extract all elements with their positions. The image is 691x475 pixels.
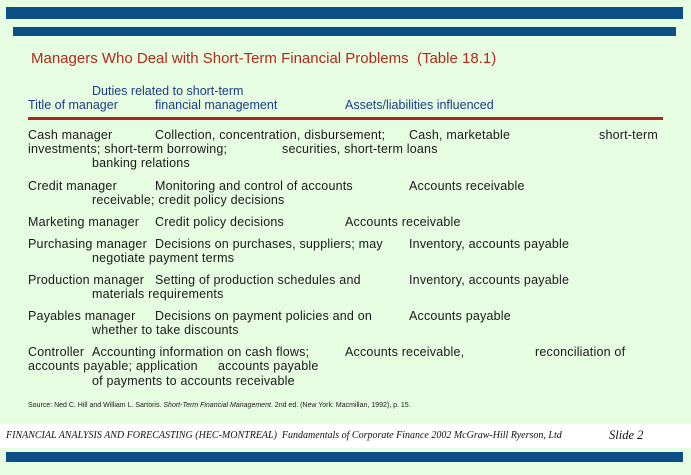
row-assets-cont: short-term [599, 128, 658, 142]
row-duties-cont: accounts payable; application [28, 359, 198, 373]
header-duties-line1: Duties related to short-term [92, 84, 244, 98]
row-duties: Accounting information on cash flows; [92, 345, 310, 359]
row-duties: Monitoring and control of accounts [155, 179, 353, 193]
slide-title: Managers Who Deal with Short-Term Financial Problems (Table 18.1) [31, 50, 497, 67]
row-duties-cont: negotiate payment terms [92, 251, 235, 265]
header-assets-liabilities: Assets/liabilities influenced [345, 98, 494, 112]
row-duties: Decisions on purchases, suppliers; may [155, 237, 383, 251]
row-duties: Credit policy decisions [155, 215, 284, 229]
row-manager: Credit manager [28, 179, 117, 193]
top-accent-bar [13, 27, 676, 36]
row-duties-cont2: of payments to accounts receivable [92, 374, 295, 388]
row-duties-cont: materials requirements [92, 287, 224, 301]
row-manager: Payables manager [28, 309, 136, 323]
slide-number: Slide 2 [609, 428, 644, 442]
row-manager: Marketing manager [28, 215, 140, 229]
row-assets: Accounts receivable [409, 179, 525, 193]
row-duties: Decisions on payment policies and on [155, 309, 373, 323]
row-assets: Cash, marketable [409, 128, 511, 142]
row-duties-cont: investments; short-term borrowing; [28, 142, 228, 156]
row-duties: Setting of production schedules and [155, 273, 361, 287]
row-assets: Accounts payable [409, 309, 511, 323]
row-assets: Accounts receivable, [345, 345, 465, 359]
row-assets-cont2: accounts payable [218, 359, 319, 373]
row-manager: Purchasing manager [28, 237, 147, 251]
row-duties-cont: whether to take discounts [92, 323, 239, 337]
bottom-banner-bar [6, 452, 683, 462]
row-duties-cont2: banking relations [92, 156, 190, 170]
footer-course-text: FINANCIAL ANALYSIS AND FORECASTING (HEC-MONTREAL) Fundamentals of Corporate Finance 2002 McGraw-Hill Ryerson, Ltd [6, 430, 562, 441]
header-divider [28, 117, 663, 120]
row-manager: Cash manager [28, 128, 113, 142]
source-citation: Source: Ned C. Hill and William L. Sartoris. Short-Term Financial Management. 2nd ed. (New York: Macmillan, 1992), p. 15. [28, 402, 411, 409]
row-assets: Inventory, accounts payable [409, 273, 570, 287]
row-assets: Accounts receivable [345, 215, 461, 229]
row-assets-cont2: securities, short-term loans [282, 142, 438, 156]
row-duties: Collection, concentration, disbursement; [155, 128, 386, 142]
row-manager: Controller [28, 345, 85, 359]
header-duties-line2: financial management [155, 98, 278, 112]
header-title-of-manager: Title of manager [28, 98, 118, 112]
row-assets: Inventory, accounts payable [409, 237, 570, 251]
row-assets-cont: reconciliation of [535, 345, 626, 359]
top-banner-bar [6, 7, 683, 19]
row-duties-cont: receivable; credit policy decisions [92, 193, 285, 207]
row-manager: Production manager [28, 273, 145, 287]
